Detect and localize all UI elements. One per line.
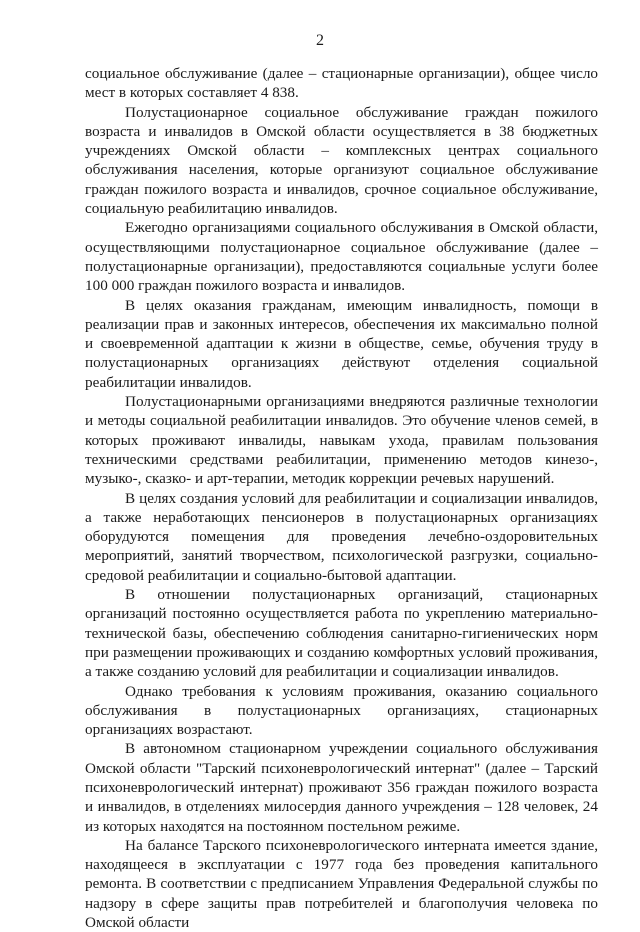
paragraph-material-base: В отношении полустационарных организаций, стационарных организаций постоянно осуществляется работа по укреплению материально-технической базы, обеспечению соблюдения санитарно-гигиенических норм при размещении проживающих и созданию комфортных условий проживания, а также созданию условий для реабилитации и социализации инвалидов. [85,586,598,681]
paragraph-building-balance: На балансе Тарского психоневрологического интерната имеется здание, находящееся в эксплуатации с 1977 года без проведения капитального ремонта. В соответствии с предписанием Управления Федеральной службы по надзору в сфере защиты прав потребителей и благополучия человека по Омской области [85,836,598,932]
paragraph-rehabilitation-methods: Полустационарными организациями внедряются различные технологии и методы социальной реабилитации инвалидов. Это обучение членов семей, в которых проживают инвалиды, навыкам ухода, правилам пользования техническими средствами реабилитации, применению методов кинезо-, музыко-, сказко- и арт-терапии, методик коррекции речевых нарушений. [85,393,598,488]
paragraph-rehabilitation-departments: В целях оказания гражданам, имеющим инвалидность, помощи в реализации прав и законных интересов, обеспечения их максимально полной и своевременной адаптации к жизни в обществе, семье, обучения труду в полустационарных организациях действуют отделения социальной реабилитации инвалидов. [85,296,598,391]
page-number: 2 [316,32,324,49]
paragraph-tara-internat: В автономном стационарном учреждении социального обслуживания Омской области "Тарский психоневрологический интернат" (далее – Тарский психоневрологический интернат) проживают 356 граждан пожилого возраста и инвалидов, в отделениях милосердия данного учреждения – 128 человек, 24 из которых находятся на постоянном постельном режиме. [85,740,598,835]
paragraph-continuation: социальное обслуживание (далее – стационарные организации), общее число мест в которых составляет 4 838. [85,65,598,102]
paragraph-annual-services: Ежегодно организациями социального обслуживания в Омской области, осуществляющими полустационарное социальное обслуживание (далее – полустационарные организации), предоставляются социальные услуги более 100 000 граждан пожилого возраста и инвалидов. [85,219,598,295]
paragraph-requirements: Однако требования к условиям проживания, оказанию социального обслуживания в полустационарных организациях, стационарных организациях возрастают. [85,682,598,739]
paragraph-equipped-premises: В целях создания условий для реабилитации и социализации инвалидов, а также неработающих пенсионеров в полустационарных организациях оборудуются помещения для проведения лечебно-оздоровительных мероприятий, занятий творчеством, психологической разгрузки, социально-средовой реабилитации и социально-бытовой адаптации. [85,489,598,584]
document-body [85,64,598,932]
paragraph-semistationary-service: Полустационарное социальное обслуживание граждан пожилого возраста и инвалидов в Омской области осуществляется в 38 бюджетных учреждениях Омской области – комплексных центрах социального обслуживания населения, которые организуют социальное обслуживание граждан пожилого возраста и инвалидов, срочное социальное обслуживание, социальную реабилитацию инвалидов. [85,103,598,218]
